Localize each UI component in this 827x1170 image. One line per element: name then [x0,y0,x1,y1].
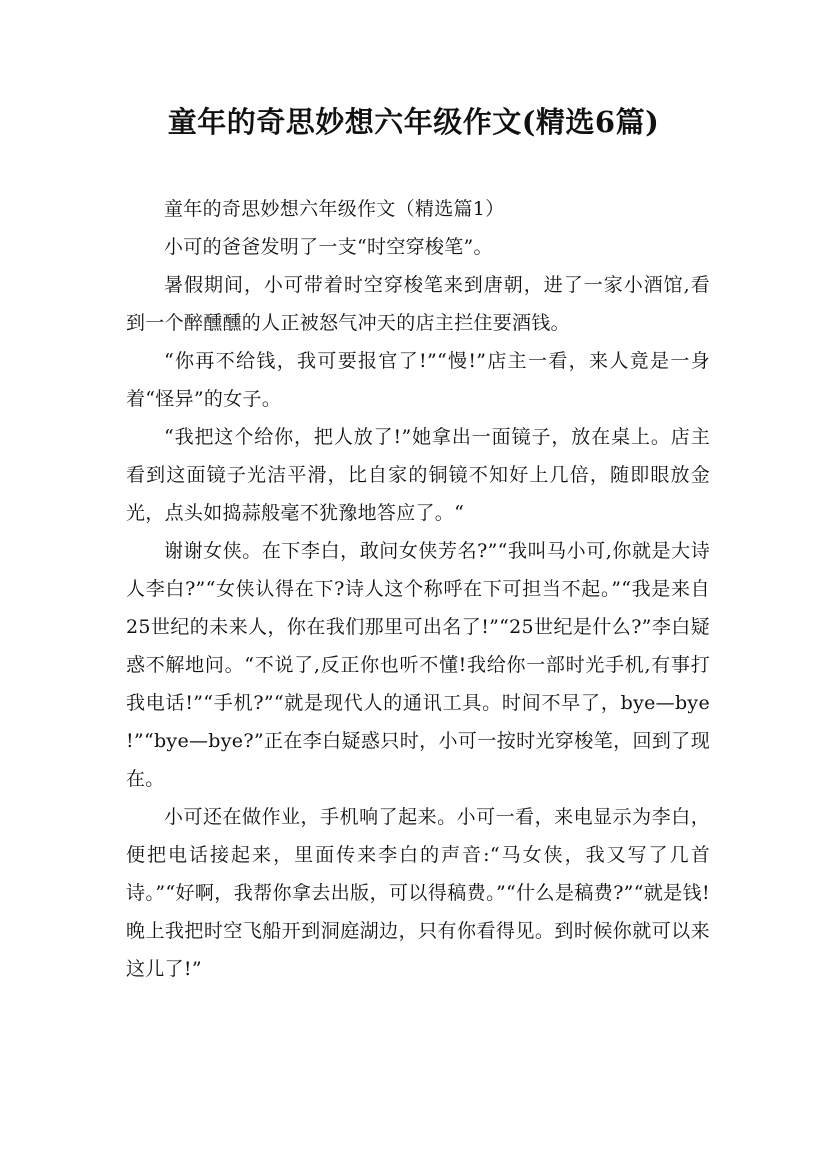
paragraph: 小可还在做作业，手机响了起来。小可一看，来电显示为李白，便把电话接起来，里面传来李白的声音:“马女侠，我又写了几首诗。”“好啊，我帮你拿去出版，可以得稿费。”“什么是稿费?”“就是钱!晚上我把时空飞船开到洞庭湖边，只有你看得见。到时候你就可以来这儿了!” [126,806,710,980]
paragraph: “我把这个给你，把人放了!”她拿出一面镜子，放在桌上。店主看到这面镜子光洁平滑，比自家的铜镜不知好上几倍，随即眼放金光，点头如捣蒜般毫不犹豫地答应了。“ [126,426,710,524]
section-heading: 童年的奇思妙想六年级作文（精选篇1） [164,198,505,220]
paragraph: 谢谢女侠。在下李白，敢问女侠芳名?”“我叫马小可,你就是大诗人李白?”“女侠认得在下?诗人这个称呼在下可担当不起。”“我是来自25世纪的未来人，你在我们那里可出名了!”“25世纪是什么?”李白疑惑不解地问。“不说了,反正你也听不懂!我给你一部时光手机,有事打我电话!”“手机?”“就是现代人的通讯工具。时间不早了，bye—bye !”“bye—bye?”正在李白疑惑只时，小可一按时光穿梭笔，回到了现在。 [126,540,710,790]
document-body [126,190,710,988]
paragraph: 小可的爸爸发明了一支“时空穿梭笔”。 [164,236,493,258]
paragraph: “你再不给钱，我可要报官了!”“慢!”店主一看，来人竟是一身着“怪异”的女子。 [126,350,710,410]
document-title: 童年的奇思妙想六年级作文(精选6篇) [167,105,660,139]
paragraph: 暑假期间，小可带着时空穿梭笔来到唐朝，进了一家小酒馆,看到一个醉醺醺的人正被怒气冲天的店主拦住要酒钱。 [126,274,710,334]
